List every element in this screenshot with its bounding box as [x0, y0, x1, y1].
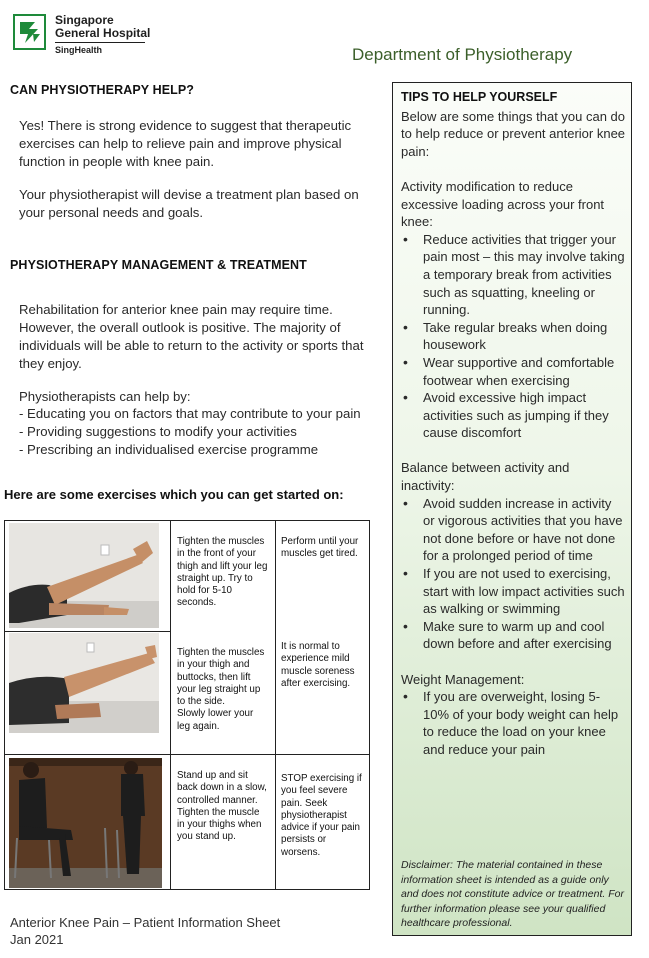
- tips-panel: [392, 82, 632, 936]
- management-list-intro: Physiotherapists can help by:: [19, 389, 191, 404]
- footer: [10, 914, 280, 948]
- straight-leg-raise-photo: [9, 523, 159, 628]
- list-item: • Wear supportive and comfortable footwear when exercising: [401, 354, 626, 389]
- tips-list: [401, 688, 626, 758]
- tips-section-heading: Balance between activity and inactivity:: [401, 460, 570, 494]
- exercises-heading: Here are some exercises which you can get started on:: [4, 487, 344, 502]
- tips-list: [401, 231, 626, 442]
- table-divider: [170, 521, 171, 889]
- org-line-1: Singapore: [55, 13, 114, 27]
- management-paragraph: Rehabilitation for anterior knee pain may require time. However, the overall outlook is positive. The majority of individuals will be able to return to the activity or sports that they enjoy.: [19, 302, 364, 371]
- footer-date: Jan 2021: [10, 932, 64, 947]
- tips-list: [401, 495, 626, 653]
- exercise-2-instruction: Tighten the muscles in your thigh and buttocks, then lift your leg straight up to the side. Slowly lower your leg again.: [177, 647, 265, 732]
- list-item: - Educating you on factors that may contribute to your pain: [19, 406, 361, 421]
- org-line-2: General Hospital: [55, 26, 151, 40]
- exercise-table: [4, 520, 370, 890]
- tips-section-heading: Weight Management:: [401, 671, 525, 687]
- list-item: • Avoid excessive high impact activities such as jumping if they cause discomfort: [401, 389, 626, 442]
- list-item: • Reduce activities that trigger your pain most – this may involve taking a temporary break from activities such as squatting, kneeling or running.: [401, 231, 626, 319]
- footer-title: Anterior Knee Pain – Patient Information Sheet: [10, 915, 281, 930]
- tips-intro: Below are some things that you can do to help reduce or prevent anterior knee pain:: [401, 108, 626, 159]
- intro-heading: CAN PHYSIOTHERAPY HELP?: [10, 83, 195, 97]
- exercise-3-instruction: Stand up and sit back down in a slow, controlled manner. Tighten the muscle in your thighs when you stand up.: [177, 770, 267, 843]
- sit-to-stand-photo: [9, 758, 162, 888]
- table-divider: [5, 754, 170, 755]
- table-divider: [170, 754, 369, 755]
- management-heading: PHYSIOTHERAPY MANAGEMENT & TREATMENT: [10, 258, 307, 272]
- list-item: • If you are overweight, losing 5-10% of your body weight can help to reduce the load on your knee and reduce your pain: [401, 688, 626, 758]
- intro-paragraph-2: Your physiotherapist will devise a treatment plan based on your personal needs and goals.: [19, 187, 359, 220]
- list-item: • Make sure to warm up and cool down before and after exercising: [401, 618, 626, 653]
- management-list: [19, 405, 369, 459]
- intro-paragraph-1: Yes! There is strong evidence to suggest that therapeutic exercises can help to relieve pain and improve physical function in people with knee pain.: [19, 118, 352, 169]
- tips-title: TIPS TO HELP YOURSELF: [401, 90, 558, 104]
- tips-section-heading: Activity modification to reduce excessive loading across your front knee:: [401, 178, 605, 230]
- exercise-note-2: It is normal to experience mild muscle soreness after exercising.: [281, 641, 355, 689]
- org-sub-brand: SingHealth: [55, 45, 103, 55]
- hospital-logo-icon: [13, 14, 46, 50]
- table-divider: [275, 521, 276, 889]
- list-item: - Prescribing an individualised exercise programme: [19, 442, 319, 457]
- disclaimer: Disclaimer: The material contained in these information sheet is intended as a guide only and does not constitute advice or treatment. For further information please see your qualified healthcare professional.: [401, 859, 624, 929]
- department-title: Department of Physiotherapy: [352, 45, 573, 64]
- list-item: • Avoid sudden increase in activity or vigorous activities that you have not done before or have not done for a prolonged period of time: [401, 495, 626, 565]
- table-divider: [5, 631, 170, 632]
- exercise-note-1: Perform until your muscles get tired.: [281, 536, 359, 560]
- side-leg-raise-photo: [9, 633, 159, 733]
- exercise-note-3: STOP exercising if you feel severe pain. Seek physiotherapist advice if your pain persists or worsens.: [281, 773, 362, 858]
- list-item: • If you are not used to exercising, start with low impact activities such as walking or swimming: [401, 565, 626, 618]
- logo-divider: [55, 42, 145, 43]
- list-item: • Take regular breaks when doing housework: [401, 319, 626, 354]
- exercise-1-instruction: Tighten the muscles in the front of your thigh and lift your leg straight up. Try to hold for 5-10 seconds.: [177, 536, 268, 609]
- organization-name: [55, 14, 150, 40]
- list-item: - Providing suggestions to modify your activities: [19, 424, 297, 439]
